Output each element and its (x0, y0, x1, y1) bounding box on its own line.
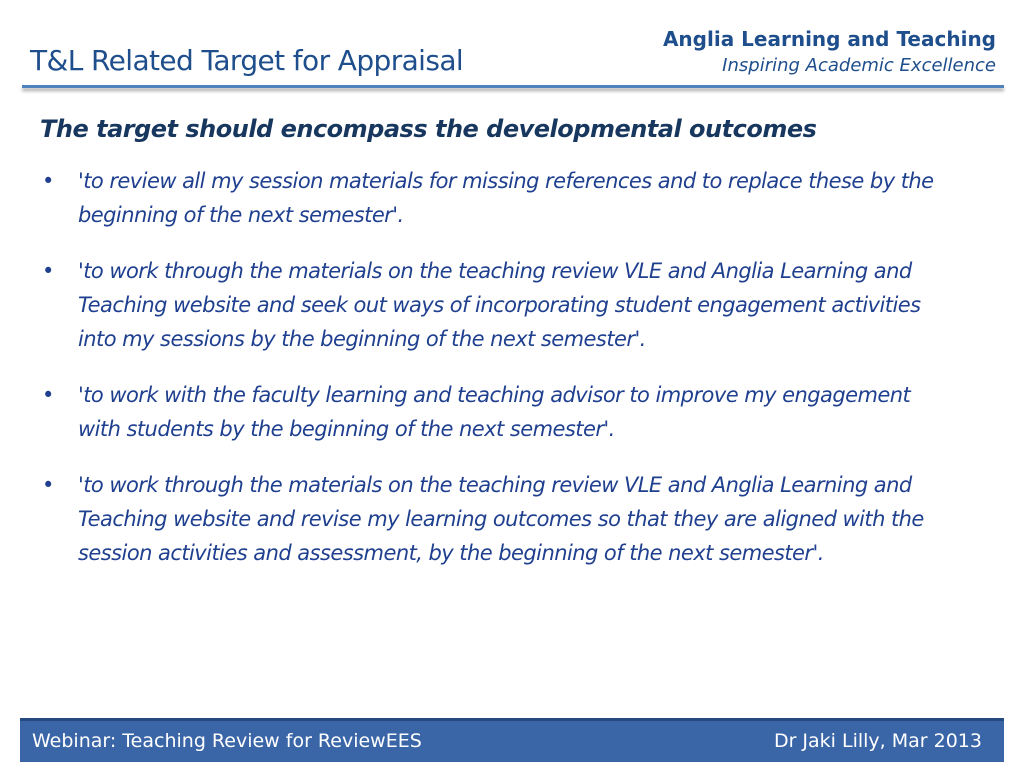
bullet-icon: • (42, 259, 55, 283)
bullet-list (40, 164, 990, 570)
footer-bar (20, 718, 1004, 762)
page-title: T&L Related Target for Appraisal (30, 44, 464, 77)
slide-content (40, 108, 990, 592)
brand-tagline: Inspiring Academic Excellence (722, 55, 996, 76)
bullet-text: 'to work through the materials on the teaching review VLE and Anglia Learning and Teaching website and seek out ways of incorporating student engagement activities into my sessions by the beginning of the next semester'. (78, 259, 921, 351)
header-divider (22, 85, 1004, 88)
bullet-icon: • (42, 169, 55, 193)
brand-block (663, 26, 996, 80)
list-item (40, 164, 938, 232)
content-heading: The target should encompass the developmental outcomes (40, 115, 817, 143)
list-item (40, 378, 938, 446)
footer-webinar-title: Webinar: Teaching Review for ReviewEES (32, 730, 422, 752)
brand-name: Anglia Learning and Teaching (662, 27, 996, 51)
list-item (40, 468, 938, 570)
bullet-icon: • (42, 473, 55, 497)
bullet-icon: • (42, 383, 55, 407)
bullet-text: 'to work through the materials on the teaching review VLE and Anglia Learning and Teaching website and revise my learning outcomes so that they are aligned with the session activities and assessment, by the beginning of the next semester'. (78, 473, 924, 565)
bullet-text: 'to review all my session materials for missing references and to replace these by the beginning of the next semester'. (78, 169, 934, 227)
footer-author-date: Dr Jaki Lilly, Mar 2013 (773, 730, 982, 752)
list-item (40, 254, 938, 356)
bullet-text: 'to work with the faculty learning and teaching advisor to improve my engagement with students by the beginning of the next semester'. (78, 383, 911, 441)
